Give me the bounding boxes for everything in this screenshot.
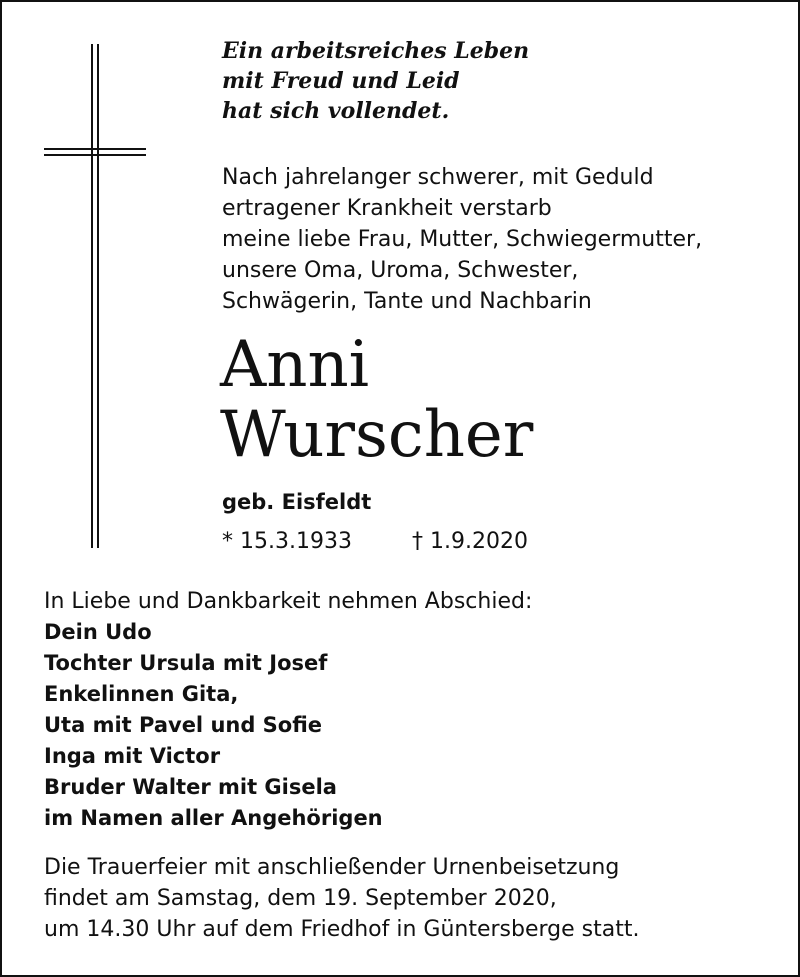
intro-text	[222, 162, 702, 317]
intro-line: ertragener Krankheit verstarb	[222, 196, 552, 221]
service-line: um 14.30 Uhr auf dem Friedhof in Güntersberge statt.	[44, 917, 640, 942]
last-name: Wurscher	[220, 398, 534, 472]
motto-line: Ein arbeitsreiches Leben	[222, 38, 530, 64]
death-date: † 1.9.2020	[412, 529, 528, 554]
mourner: Uta mit Pavel und Sofie	[44, 713, 323, 737]
deceased-name	[220, 330, 533, 470]
intro-line: unsere Oma, Uroma, Schwester,	[222, 258, 579, 283]
cross-vertical-bar	[91, 44, 93, 548]
cross-vertical-bar	[97, 44, 99, 548]
motto-line: mit Freud und Leid	[222, 68, 460, 94]
mourners-list	[44, 617, 383, 834]
life-dates	[222, 527, 528, 557]
maiden-name: geb. Eisfeldt	[222, 490, 372, 514]
intro-line: Schwägerin, Tante und Nachbarin	[222, 289, 592, 314]
motto-line: hat sich vollendet.	[222, 98, 450, 124]
mourner: Bruder Walter mit Gisela	[44, 775, 337, 799]
mourner: Tochter Ursula mit Josef	[44, 651, 328, 675]
mourner: Dein Udo	[44, 620, 152, 644]
mourners-intro: In Liebe und Dankbarkeit nehmen Abschied:	[44, 589, 533, 614]
mourner: Enkelinnen Gita,	[44, 682, 239, 706]
service-line: Die Trauerfeier mit anschließender Urnenbeisetzung	[44, 855, 620, 880]
mourner: Inga mit Victor	[44, 744, 221, 768]
intro-line: Nach jahrelanger schwerer, mit Geduld	[222, 165, 654, 190]
service-line: findet am Samstag, dem 19. September 2020,	[44, 886, 557, 911]
intro-line: meine liebe Frau, Mutter, Schwiegermutter,	[222, 227, 703, 252]
mourner: im Namen aller Angehörigen	[44, 806, 383, 830]
first-name: Anni	[220, 328, 370, 402]
motto	[222, 36, 529, 126]
cross-horizontal-bar	[44, 154, 146, 156]
cross-horizontal-bar	[44, 148, 146, 150]
birth-date: * 15.3.1933	[222, 529, 352, 554]
funeral-service-info	[44, 852, 639, 945]
